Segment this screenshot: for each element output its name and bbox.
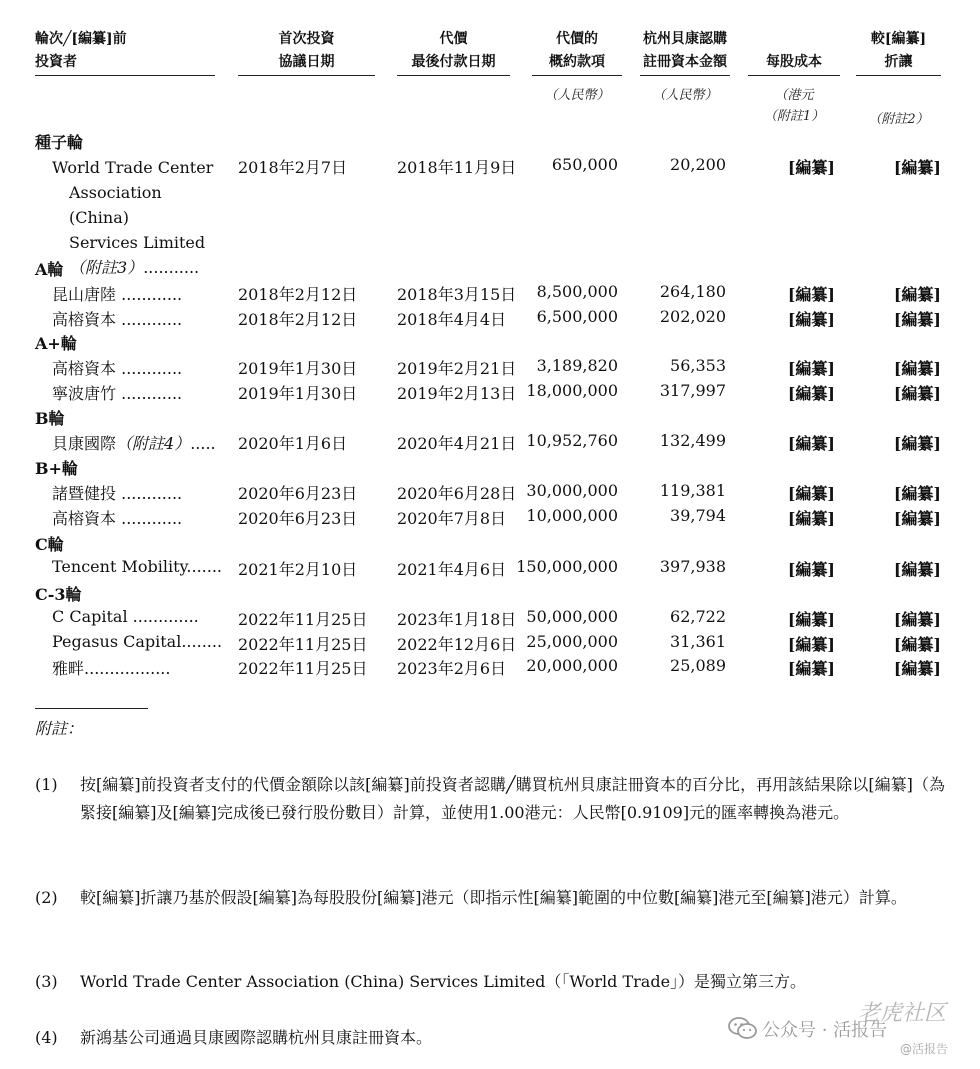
payment-date: 2020年4月21日 [397,434,517,453]
payment-date: 2018年4月4日 [397,310,507,329]
cost-per-share: [編纂] [787,434,835,453]
table-row [0,481,980,506]
header-underline [35,75,215,76]
payment-date: 2018年11月9日 [397,158,517,177]
table-row [0,506,980,531]
registered-capital-amount: 31,361 [670,632,726,651]
discount: [編纂] [893,484,941,503]
header-consideration: 代價的 概約款項 [549,31,605,70]
table-row [0,632,980,657]
discount: [編纂] [893,285,941,304]
discount: [編纂] [893,610,941,629]
investor-name: C Capital ............. [52,607,199,626]
consideration-amount: 6,500,000 [536,307,618,326]
payment-date: 2018年3月15日 [397,285,517,304]
payment-date: 2022年12月6日 [397,635,517,654]
discount: [編纂] [893,310,941,329]
cost-per-share: [編纂] [787,610,835,629]
round-label: C輪 [35,535,64,554]
registered-capital-amount: 119,381 [659,481,726,500]
agreement-date: 2019年1月30日 [238,384,358,403]
registered-capital-amount: 20,200 [670,155,726,174]
investor-name: Tencent Mobility....... [52,557,223,576]
consideration-amount: 18,000,000 [526,381,618,400]
payment-date: 2019年2月13日 [397,384,517,403]
payment-date: 2023年1月18日 [397,610,517,629]
header-cost-per-share: 每股成本 [766,54,822,70]
payment-date: 2020年6月28日 [397,484,517,503]
consideration-amount: 30,000,000 [526,481,618,500]
investor-name: 高榕資本 ............ [52,509,183,528]
discount: [編纂] [893,560,941,579]
footnote-number: (4) [35,1028,58,1047]
consideration-amount: 8,500,000 [536,282,618,301]
cost-per-share: [編纂] [787,158,835,177]
registered-capital-amount: 397,938 [659,557,726,576]
cost-per-share: [編纂] [787,359,835,378]
investor-name: 高榕資本 ............ [52,359,183,378]
registered-capital-amount: 202,020 [659,307,726,326]
header-underline [640,75,730,76]
header-agreement-date: 首次投資 協議日期 [278,31,335,70]
unit-discount: （附註2） [868,112,929,127]
agreement-date: 2018年2月7日 [238,158,348,177]
round-label: 種子輪 [35,133,84,152]
table-row [0,431,980,456]
header-registered-capital: 杭州貝康認購 註冊資本金額 [643,31,727,70]
cost-per-share: [編纂] [787,285,835,304]
cost-per-share: [編纂] [787,560,835,579]
discount: [編纂] [893,359,941,378]
unit-cost-per-share: （港元 （附註1） [763,88,825,124]
notes-heading: 附註： [35,719,84,738]
agreement-date: 2020年1月6日 [238,434,348,453]
payment-date: 2020年7月8日 [397,509,507,528]
notes-divider [35,708,148,709]
cost-per-share: [編纂] [787,659,835,678]
footnote-number: (1) [35,775,58,794]
agreement-date: 2021年2月10日 [238,560,358,579]
investor-name: Pegasus Capital........ [52,632,223,651]
table-row [0,282,980,307]
header-underline [748,75,840,76]
wechat-icon [728,1016,758,1040]
investor-name: 貝康國際（附註4）..... [52,434,216,453]
consideration-amount: 3,189,820 [536,356,618,375]
discount: [編纂] [893,158,941,177]
investor-name: 高榕資本 ............ [52,310,183,329]
cost-per-share: [編纂] [787,635,835,654]
cost-per-share: [編纂] [787,384,835,403]
footnote [35,968,945,998]
header-underline [532,75,622,76]
investor-name: 昆山唐陸 ............ [52,285,183,304]
discount: [編纂] [893,434,941,453]
header-round-investor: 輪次╱[編纂]前 投資者 [35,31,127,70]
footnote-text: 較[編纂]折讓乃基於假設[編纂]為每股股份[編纂]港元（即指示性[編纂]範圍的中位數[編纂]港元至[編纂]港元）計算。 [80,888,907,907]
table-row [0,381,980,406]
discount: [編纂] [893,659,941,678]
cost-per-share: [編纂] [787,310,835,329]
round-label: A輪 [35,260,64,279]
watermark-brand: 公众号 · 活报告 [762,1020,888,1041]
registered-capital-amount: 39,794 [670,506,726,525]
watermark-handle: @活报告 [900,1042,949,1056]
watermark-site: 老虎社区 [858,1001,947,1026]
discount: [編纂] [893,384,941,403]
header-underline [397,75,510,76]
cost-per-share: [編纂] [787,484,835,503]
consideration-amount: 650,000 [551,155,618,174]
consideration-amount: 10,000,000 [526,506,618,525]
consideration-amount: 25,000,000 [526,632,618,651]
round-label: A+輪 [35,334,77,353]
header-underline [238,75,375,76]
round-label: C-3輪 [35,585,82,604]
agreement-date: 2022年11月25日 [238,659,368,678]
consideration-amount: 50,000,000 [526,607,618,626]
agreement-date: 2020年6月23日 [238,484,358,503]
investor-name: 諸暨健投 ............ [52,484,183,503]
table-row [0,307,980,332]
footnote [35,771,945,831]
footnote-number: (3) [35,972,58,991]
header-discount: 較[編纂] 折讓 [870,31,927,70]
payment-date: 2019年2月21日 [397,359,517,378]
header-underline [856,75,941,76]
discount: [編纂] [893,509,941,528]
table-row [0,607,980,632]
registered-capital-amount: 132,499 [659,431,726,450]
investor-name: 寧波唐竹 ............ [52,384,183,403]
agreement-date: 2018年2月12日 [238,285,358,304]
footnote-text: 新鴻基公司通過貝康國際認購杭州貝康註冊資本。 [80,1028,433,1047]
header-payment-date: 代價 最後付款日期 [411,31,496,70]
table-row [0,155,980,180]
discount: [編纂] [893,635,941,654]
footnote [35,884,945,944]
agreement-date: 2020年6月23日 [238,509,358,528]
registered-capital-amount: 264,180 [659,282,726,301]
investor-name: 雅畔................. [52,659,171,678]
cost-per-share: [編纂] [787,509,835,528]
footnote-number: (2) [35,888,58,907]
unit-consideration: （人民幣） [544,88,610,103]
unit-registered-capital: （人民幣） [652,88,718,103]
footnote-text: World Trade Center Association (China) Services Limited（「World Trade」）是獨立第三方。 [80,972,807,991]
payment-date: 2023年2月6日 [397,659,507,678]
registered-capital-amount: 25,089 [670,656,726,675]
registered-capital-amount: 317,997 [659,381,726,400]
table-row [0,557,980,582]
agreement-date: 2022年11月25日 [238,610,368,629]
payment-date: 2021年4月6日 [397,560,507,579]
agreement-date: 2019年1月30日 [238,359,358,378]
consideration-amount: 150,000,000 [516,557,618,576]
table-row [0,656,980,681]
investor-name: World Trade Center Association (China) Services Limited （附註3）........... [52,158,214,277]
round-label: B輪 [35,409,65,428]
agreement-date: 2018年2月12日 [238,310,358,329]
agreement-date: 2022年11月25日 [238,635,368,654]
registered-capital-amount: 56,353 [670,356,726,375]
round-label: B+輪 [35,459,78,478]
consideration-amount: 20,000,000 [526,656,618,675]
consideration-amount: 10,952,760 [526,431,618,450]
table-row [0,356,980,381]
footnote-text: 按[編纂]前投資者支付的代價金額除以該[編纂]前投資者認購╱購買杭州貝康註冊資本的百分比，再用該結果除以[編纂]（為緊接[編纂]及[編纂]完成後已發行股份數目）計算，並使用1.00港元：人民幣[0.9109]元的匯率轉換為港元。 [80,775,945,822]
registered-capital-amount: 62,722 [670,607,726,626]
